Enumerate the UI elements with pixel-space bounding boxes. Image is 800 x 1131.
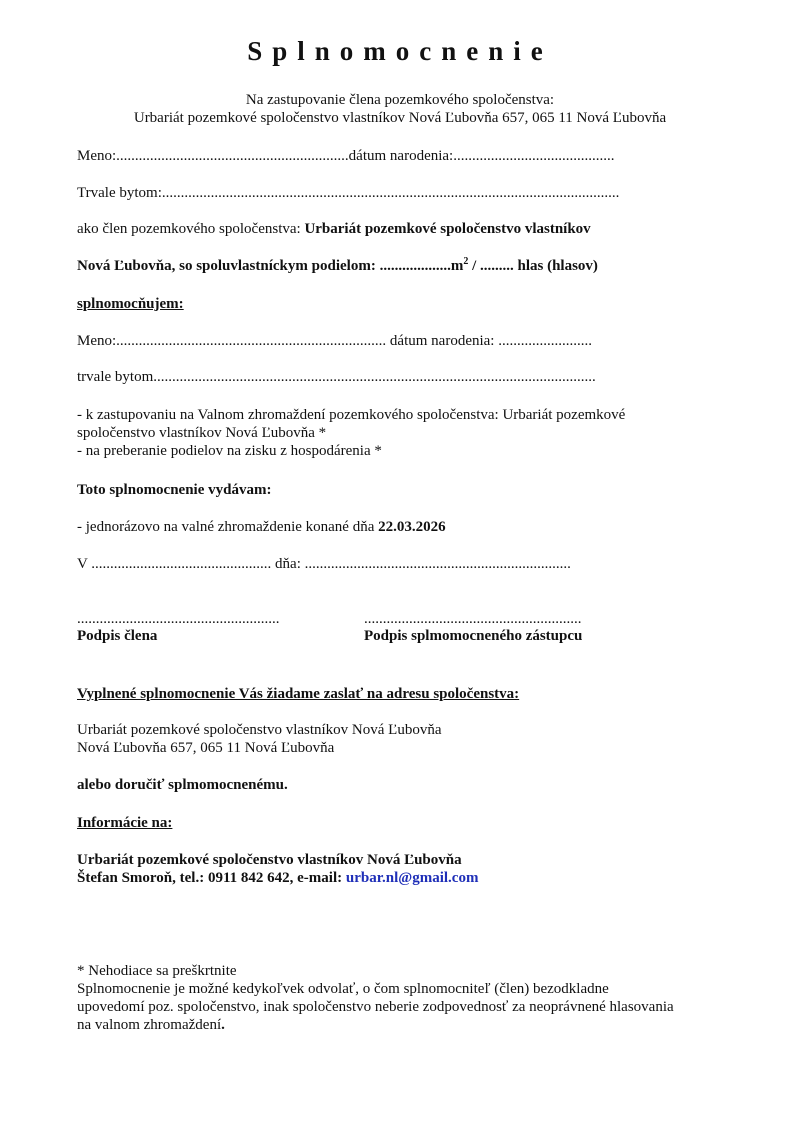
proxy-signature-field[interactable]: .......................................................... (364, 611, 582, 627)
footnote-line-3: upovedomí poz. spoločenstvo, inak spoločenstvo neberie zodpovednosť za neoprávnené hlasovania (77, 999, 674, 1015)
contact-prefix: Štefan Smoroň, tel.: 0911 842 642, e-mail: (77, 870, 346, 886)
subtitle-line-2: Urbariát pozemkové spoločenstvo vlastníkov Nová Ľubovňa 657, 065 11 Nová Ľubovňa (133, 110, 667, 126)
member-address-label: Trvale bytom: (77, 185, 162, 201)
proxy-address-field[interactable]: ...................................................................................................................... (153, 369, 596, 385)
issued-heading: Toto splnomocnenie vydávam: (77, 482, 272, 498)
share-unit-superscript: 2 (463, 256, 469, 267)
proxy-name-row (77, 333, 592, 350)
footnote-line-4-text: na valnom zhromaždení (77, 1017, 222, 1033)
meeting-date: 22.03.2026 (378, 519, 446, 535)
purpose-line-3: - na preberanie podielov na zisku z hospodárenia * (77, 443, 382, 459)
place-date-row[interactable]: V ................................................ dňa: ....................................................................... (77, 556, 571, 572)
proxy-birth-field[interactable]: ......................... (498, 333, 592, 349)
member-of-org: Urbariát pozemkové spoločenstvo vlastníkov (304, 221, 591, 237)
issued-prefix: - jednorázovo na valné zhromaždenie konané dňa (77, 519, 379, 535)
member-address-field[interactable]: .......................................................................................................................... (161, 185, 620, 201)
subtitle-line-1: Na zastupovanie člena pozemkového spoločenstva: (245, 92, 555, 108)
proxy-address-label: trvale bytom (77, 369, 154, 385)
proxy-address-row (77, 369, 596, 386)
share-row (77, 258, 598, 275)
info-heading: Informácie na: (77, 815, 173, 831)
footnote-line-4 (77, 1017, 225, 1034)
proxy-name-field[interactable]: ........................................................................ (116, 333, 387, 349)
issued-row (77, 519, 446, 536)
member-birth-label: dátum narodenia: (348, 148, 454, 164)
member-birth-field[interactable]: ........................................... (453, 148, 615, 164)
address-line-2: Nová Ľubovňa 657, 065 11 Nová Ľubovňa (77, 740, 335, 756)
member-address-row (77, 185, 619, 202)
contact-org: Urbariát pozemkové spoločenstvo vlastníkov Nová Ľubovňa (77, 852, 462, 868)
member-name-label: Meno: (77, 148, 117, 164)
contact-row (77, 870, 478, 887)
purpose-line-1: - k zastupovaniu na Valnom zhromaždení pozemkového spoločenstva: Urbariát pozemkové (77, 407, 626, 423)
footnote-line-2: Splnomocnenie je možné kedykoľvek odvolať, o čom splnomocniteľ (člen) bezodkladne (77, 981, 609, 997)
proxy-signature-label: Podpis splmomocneného zástupcu (364, 628, 583, 644)
authorize-heading: splnomocňujem: (77, 296, 184, 312)
member-of-prefix: ako člen pozemkového spoločenstva: (77, 221, 305, 237)
proxy-birth-label: dátum narodenia: (386, 333, 499, 349)
document-title: Splnomocnenie (247, 36, 553, 66)
share-prefix[interactable]: Nová Ľubovňa, so spoluvlastníckym podielom: ...................m (77, 258, 464, 274)
share-suffix[interactable]: / ......... hlas (hlasov) (468, 258, 598, 274)
send-heading: Vyplnené splnomocnenie Vás žiadame zaslať na adresu spoločenstva: (77, 686, 520, 702)
footnote-end: . (221, 1017, 225, 1033)
footnote-line-1: * Nehodiace sa preškrtnite (77, 963, 237, 979)
address-line-1: Urbariát pozemkové spoločenstvo vlastníkov Nová Ľubovňa (77, 722, 442, 738)
or-deliver: alebo doručiť splmomocnenému. (77, 777, 288, 793)
member-name-row (77, 148, 614, 165)
purpose-line-2: spoločenstvo vlastníkov Nová Ľubovňa * (77, 425, 327, 441)
member-of-row (77, 221, 591, 238)
proxy-name-label: Meno: (77, 333, 117, 349)
member-name-field[interactable]: .............................................................. (116, 148, 349, 164)
contact-email-link[interactable]: urbar.nl@gmail.com (345, 870, 479, 886)
member-signature-label: Podpis člena (77, 628, 158, 644)
member-signature-field[interactable]: ...................................................... (77, 611, 280, 627)
